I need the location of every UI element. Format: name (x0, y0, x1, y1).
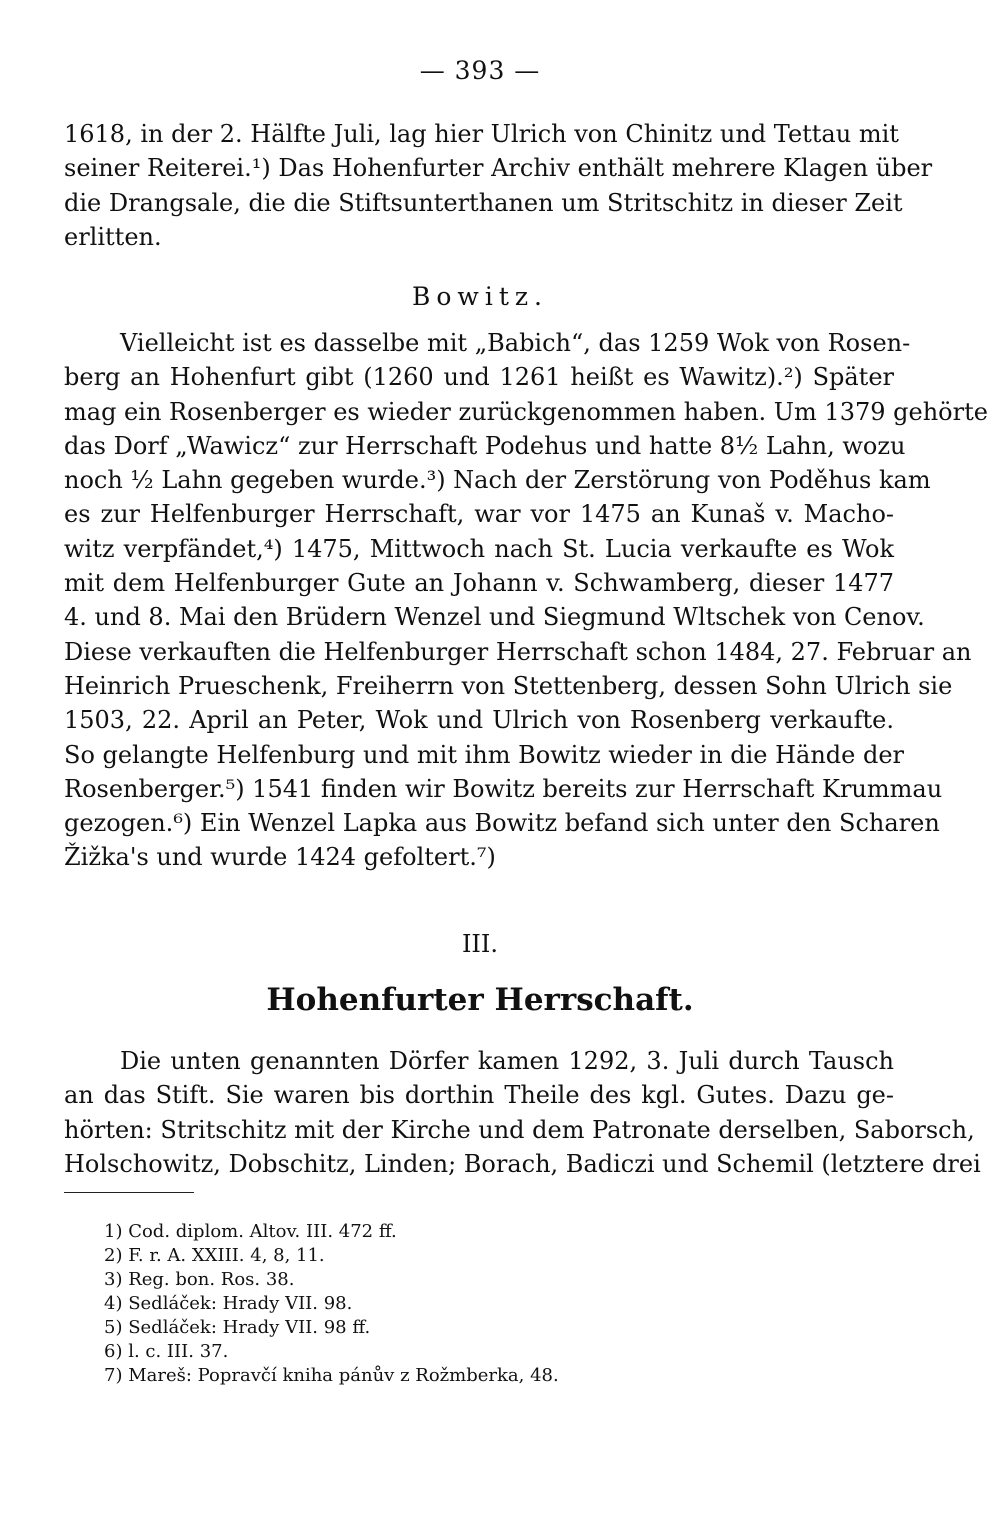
text-line: berg an Hohenfurt gibt (1260 und 1261 heißt es Wawitz).²) Später (64, 363, 894, 392)
text-line: erlitten. (64, 222, 162, 251)
text-line: 4. und 8. Mai den Brüdern Wenzel und Siegmund Wltschek von Cenov. (64, 603, 925, 632)
text-line: mit dem Helfenburger Gute an Johann v. Schwamberg, dieser 1477 (64, 569, 894, 598)
text-line: witz verpfändet,⁴) 1475, Mittwoch nach St. Lucia verkaufte es Wok (64, 534, 894, 563)
text-line: Vielleicht ist es dasselbe mit „Babich“, das 1259 Wok von Rosen- (120, 329, 911, 357)
paragraph-2 (64, 326, 988, 875)
text-line: hörten: Stritschitz mit der Kirche und dem Patronate derselben, Saborsch, (64, 1115, 975, 1144)
text-line: So gelangte Helfenburg und mit ihm Bowitz wieder in die Hände der (64, 740, 905, 769)
text-line: Die unten genannten Dörfer kamen 1292, 3. Juli durch Tausch (120, 1047, 894, 1075)
footnote: 1) Cod. diplom. Altov. III. 472 ff. (104, 1221, 397, 1242)
text-line: die Drangsale, die die Stiftsunterthanen um Stritschitz in dieser Zeit (64, 188, 903, 217)
text-line: mag ein Rosenberger es wieder zurückgenommen haben. Um 1379 gehörte (64, 397, 988, 426)
page-number: — 393 — (419, 56, 541, 85)
text-line: gezogen.⁶) Ein Wenzel Lapka aus Bowitz befand sich unter den Scharen (64, 809, 940, 838)
text-line: Rosenberger.⁵) 1541 finden wir Bowitz bereits zur Herrschaft Krummau (64, 774, 943, 803)
text-line: an das Stift. Sie waren bis dorthin Theile des kgl. Gutes. Dazu ge- (64, 1081, 894, 1110)
footnote: 7) Mareš: Popravčí kniha pánův z Rožmberka, 48. (104, 1365, 559, 1386)
footnote: 3) Reg. bon. Ros. 38. (104, 1269, 295, 1290)
text-line: 1618, in der 2. Hälfte Juli, lag hier Ulrich von Chinitz und Tettau mit (64, 120, 899, 148)
text-line: 1503, 22. April an Peter, Wok und Ulrich von Rosenberg verkaufte. (64, 706, 894, 735)
footnote-divider (64, 1192, 194, 1193)
footnote: 4) Sedláček: Hrady VII. 98. (104, 1293, 353, 1314)
text-line: Diese verkauften die Helfenburger Herrschaft schon 1484, 27. Februar an (64, 637, 972, 666)
text-line: Holschowitz, Dobschitz, Linden; Borach, Badiczi und Schemil (letztere drei (64, 1149, 981, 1178)
footnote: 2) F. r. A. XXIII. 4, 8, 11. (104, 1245, 325, 1266)
text-line: noch ½ Lahn gegeben wurde.³) Nach der Zerstörung von Poděhus kam (64, 466, 931, 495)
text-line: Heinrich Prueschenk, Freiherrn von Stettenberg, dessen Sohn Ulrich sie (64, 671, 953, 700)
paragraph-3 (64, 1044, 981, 1181)
section-title: Hohenfurter Herrschaft. (266, 982, 694, 1018)
section-numeral: III. (461, 930, 499, 958)
paragraph-1 (64, 117, 933, 254)
text-line: es zur Helfenburger Herrschaft, war vor 1475 an Kunaš v. Macho- (64, 500, 894, 529)
footnotes (104, 1220, 559, 1388)
section-heading-bowitz: Bowitz. (412, 282, 548, 311)
text-line: Žižka's und wurde 1424 gefoltert.⁷) (64, 843, 496, 872)
text-line: das Dorf „Wawicz“ zur Herrschaft Podehus und hatte 8½ Lahn, wozu (64, 431, 906, 460)
footnote: 5) Sedláček: Hrady VII. 98 ff. (104, 1317, 371, 1338)
footnote: 6) l. c. III. 37. (104, 1341, 229, 1362)
text-line: seiner Reiterei.¹) Das Hohenfurter Archiv enthält mehrere Klagen über (64, 154, 933, 183)
